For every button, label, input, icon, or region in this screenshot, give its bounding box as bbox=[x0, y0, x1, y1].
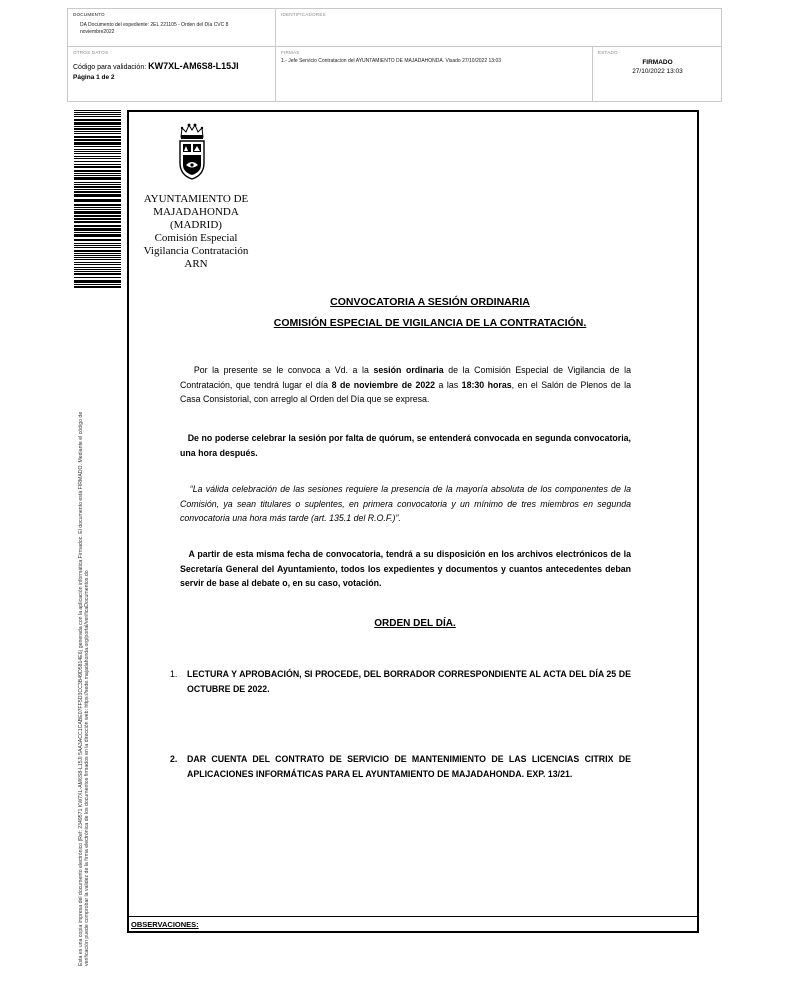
identificadores-label: IDENTIFICADORES bbox=[281, 12, 326, 17]
estado-label: ESTADO bbox=[598, 50, 618, 55]
pagina: Página 1 de 2 bbox=[73, 74, 115, 81]
codigo-validacion: Código para validación: KW7XL-AM6S8-L15JI bbox=[73, 61, 239, 71]
agenda-item-text: LECTURA Y APROBACIÓN, SI PROCEDE, DEL BORRADOR CORRESPONDIENTE AL ACTA DEL DÍA 25 DE OCTUBRE DE 2022. bbox=[187, 669, 631, 694]
agenda-item-number: 2. bbox=[170, 754, 178, 764]
firmas-label: FIRMAS bbox=[281, 50, 300, 55]
documento-cell bbox=[68, 9, 276, 47]
otros-datos-cell bbox=[68, 47, 276, 102]
firmas-value: 1.- Jefe Servicio Contratacion del AYUNTAMIENTO DE MAJADAHONDA. Visado 27/10/2022 13:03 bbox=[281, 58, 502, 64]
coat-of-arms-icon bbox=[174, 121, 210, 183]
paragraph-disposicion: A partir de esta misma fecha de convocatoria, tendrá a su disposición en los archivos electrónicos de la Secretaría General del Ayuntamiento, todos los expedientes y documentos y cuantos antecedentes deban servir de base al debate o, en su caso, votación. bbox=[180, 549, 631, 588]
estado-cell bbox=[593, 47, 722, 102]
agenda-item-number: 1. bbox=[170, 669, 178, 679]
organization-block: AYUNTAMIENTO DE MAJADAHONDA (MADRID) Comisión Especial Vigilancia Contratación ARN bbox=[143, 193, 249, 270]
documento-label: DOCUMENTO bbox=[73, 12, 105, 17]
firmas-cell bbox=[276, 47, 593, 102]
identificadores-cell bbox=[276, 9, 722, 47]
document-header bbox=[67, 8, 722, 102]
barcode bbox=[74, 110, 121, 288]
otros-datos-label: OTROS DATOS bbox=[73, 50, 109, 55]
observaciones-label: OBSERVACIONES: bbox=[131, 920, 199, 929]
agenda-item-text: DAR CUENTA DEL CONTRATO DE SERVICIO DE MANTENIMIENTO DE LAS LICENCIAS CITRIX DE APLICACIONES INFORMÁTICAS PARA EL AYUNTAMIENTO DE MAJADAHONDA. EXP. 13/21. bbox=[187, 754, 631, 779]
document-subtitle: COMISIÓN ESPECIAL DE VIGILANCIA DE LA CONTRATACIÓN. bbox=[273, 317, 587, 329]
document-title: CONVOCATORIA A SESIÓN ORDINARIA bbox=[330, 296, 530, 308]
paragraph-quorum: De no poderse celebrar la sesión por falta de quórum, se entenderá convocada en segunda convocatoria, una hora después. bbox=[180, 433, 631, 458]
observaciones-divider bbox=[129, 916, 697, 917]
codigo-value: KW7XL-AM6S8-L15JI bbox=[148, 61, 239, 71]
side-legal-line-2: verificación puede comprobar la validez de la firma electrónica de los documentos firmados en la dirección web: https://sede.majadahonda.org/portal/verificaDocumentos.do bbox=[84, 570, 91, 966]
paragraph-convocatoria: Por la presente se le convoca a Vd. a la sesión ordinaria de la Comisión Especial de Vigilancia de la Contratación, que tendrá lugar el día 8 de noviembre de 2022 a las 18:30 horas, en el Salón de Plenos de la Casa Consistorial, con arreglo al Orden del Día que se expresa. bbox=[180, 365, 631, 404]
documento-value: DA Documento del expediente: 2EL 221105 - Orden del Día CVC 8 noviembre2022 bbox=[80, 22, 229, 35]
paragraph-rof-quote: “La válida celebración de las sesiones requiere la presencia de la mayoría absoluta de los componentes de la Comisión, ya sean titulares o suplentes, en primera convocatoria y un mínimo de tres miembros en segunda convocatoria una hora más tarde (art. 135.1 del R.O.F.)”. bbox=[180, 484, 631, 523]
side-legal-line-1: Esta es una copia impresa del documento electrónico (Ref: 2349571 KW7XL-AM6S8-L15JI 5AA3ACC1CABE07FF5D3CC3B49D5814E6) generada con la aplicación informática Firmadoc. El documento está FIRMADO. Mediante el código de bbox=[78, 411, 84, 966]
estado-value: FIRMADO bbox=[642, 59, 673, 66]
side-legal-text bbox=[78, 306, 91, 966]
orden-del-dia-title: ORDEN DEL DÍA. bbox=[374, 618, 456, 629]
estado-fecha: 27/10/2022 13:03 bbox=[632, 68, 683, 75]
